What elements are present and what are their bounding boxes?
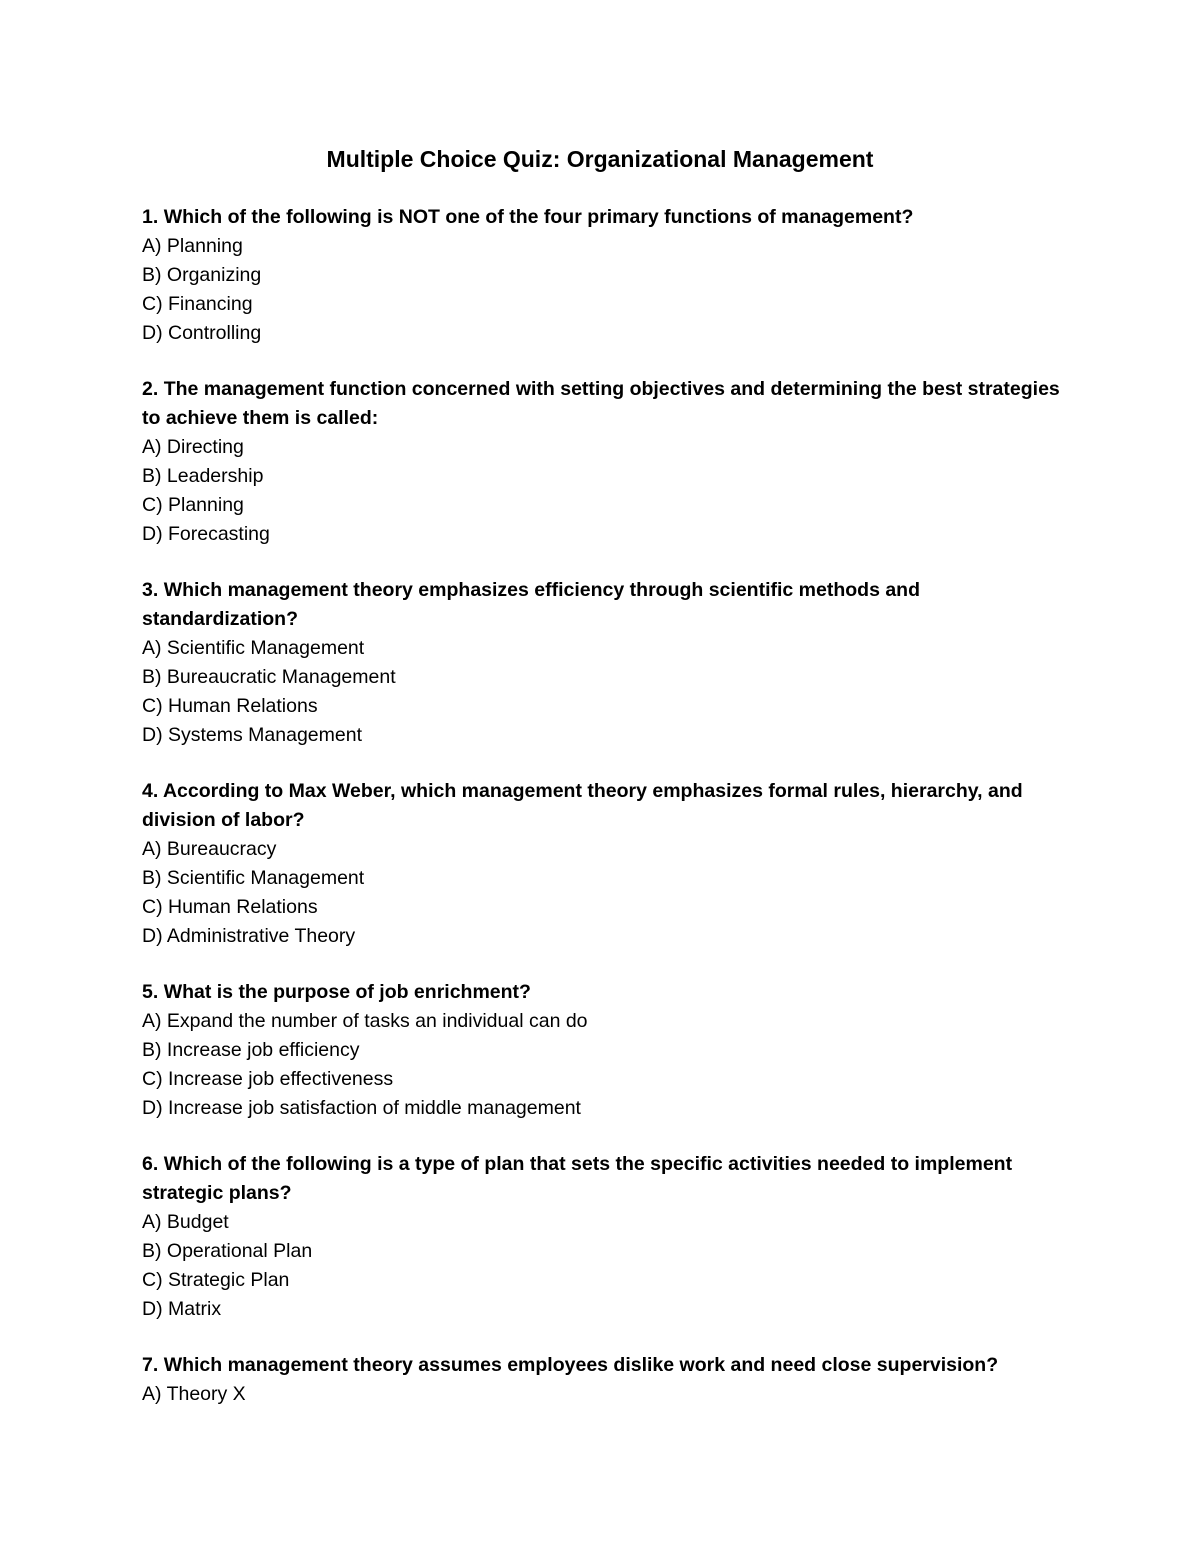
option-list [142, 1007, 1072, 1123]
question-list [142, 203, 1072, 1436]
option-list [142, 634, 1072, 750]
question-prompt: Which management theory assumes employees dislike work and need close supervision? [163, 1354, 999, 1376]
option-list [142, 433, 1072, 549]
question-prompt: Which management theory emphasizes efficiency through scientific methods and standardization? [142, 579, 921, 630]
option-c: C) Financing [142, 293, 253, 315]
option-a: A) Theory X [142, 1383, 246, 1405]
question-6 [142, 1150, 1072, 1324]
question-prompt: Which of the following is a type of plan that sets the specific activities needed to implement strategic plans? [142, 1153, 1013, 1204]
question-prompt: What is the purpose of job enrichment? [163, 981, 531, 1003]
option-a: A) Budget [142, 1211, 229, 1233]
question-number: 3. [142, 579, 159, 601]
option-c: C) Planning [142, 494, 244, 516]
question-5 [142, 978, 1072, 1123]
option-a: A) Expand the number of tasks an individual can do [142, 1010, 588, 1032]
option-list [142, 1380, 1072, 1409]
option-a: A) Directing [142, 436, 244, 458]
question-2 [142, 375, 1072, 549]
option-d: D) Increase job satisfaction of middle management [142, 1097, 581, 1119]
option-b: B) Scientific Management [142, 867, 365, 889]
option-b: B) Leadership [142, 465, 264, 487]
question-text [142, 375, 1072, 433]
option-list [142, 835, 1072, 951]
option-b: B) Operational Plan [142, 1240, 313, 1262]
option-d: D) Controlling [142, 322, 262, 344]
option-c: C) Human Relations [142, 896, 318, 918]
option-b: B) Bureaucratic Management [142, 666, 396, 688]
question-number: 5. [142, 981, 159, 1003]
quiz-title: Multiple Choice Quiz: Organizational Management [326, 146, 874, 172]
option-d: D) Matrix [142, 1298, 222, 1320]
option-b: B) Organizing [142, 264, 262, 286]
question-number: 4. [142, 780, 159, 802]
option-c: C) Strategic Plan [142, 1269, 290, 1291]
question-text [142, 1150, 1072, 1208]
question-7 [142, 1351, 1072, 1409]
option-a: A) Planning [142, 235, 243, 257]
option-c: C) Human Relations [142, 695, 318, 717]
question-text [142, 203, 1072, 232]
question-number: 2. [142, 378, 159, 400]
question-4 [142, 777, 1072, 951]
option-b: B) Increase job efficiency [142, 1039, 360, 1061]
question-1 [142, 203, 1072, 348]
question-text [142, 576, 1072, 634]
option-d: D) Administrative Theory [142, 925, 356, 947]
question-number: 6. [142, 1153, 159, 1175]
question-number: 1. [142, 206, 159, 228]
question-text [142, 1351, 1072, 1380]
question-text [142, 978, 1072, 1007]
question-3 [142, 576, 1072, 750]
question-text [142, 777, 1072, 835]
question-prompt: Which of the following is NOT one of the four primary functions of management? [163, 206, 914, 228]
question-number: 7. [142, 1354, 159, 1376]
option-d: D) Forecasting [142, 523, 270, 545]
option-list [142, 1208, 1072, 1324]
option-d: D) Systems Management [142, 724, 362, 746]
option-list [142, 232, 1072, 348]
option-c: C) Increase job effectiveness [142, 1068, 394, 1090]
question-prompt: The management function concerned with setting objectives and determining the best strategies to achieve them is called: [142, 378, 1060, 429]
option-a: A) Scientific Management [142, 637, 365, 659]
question-prompt: According to Max Weber, which management theory emphasizes formal rules, hierarchy, and division of labor? [142, 780, 1023, 831]
option-a: A) Bureaucracy [142, 838, 277, 860]
